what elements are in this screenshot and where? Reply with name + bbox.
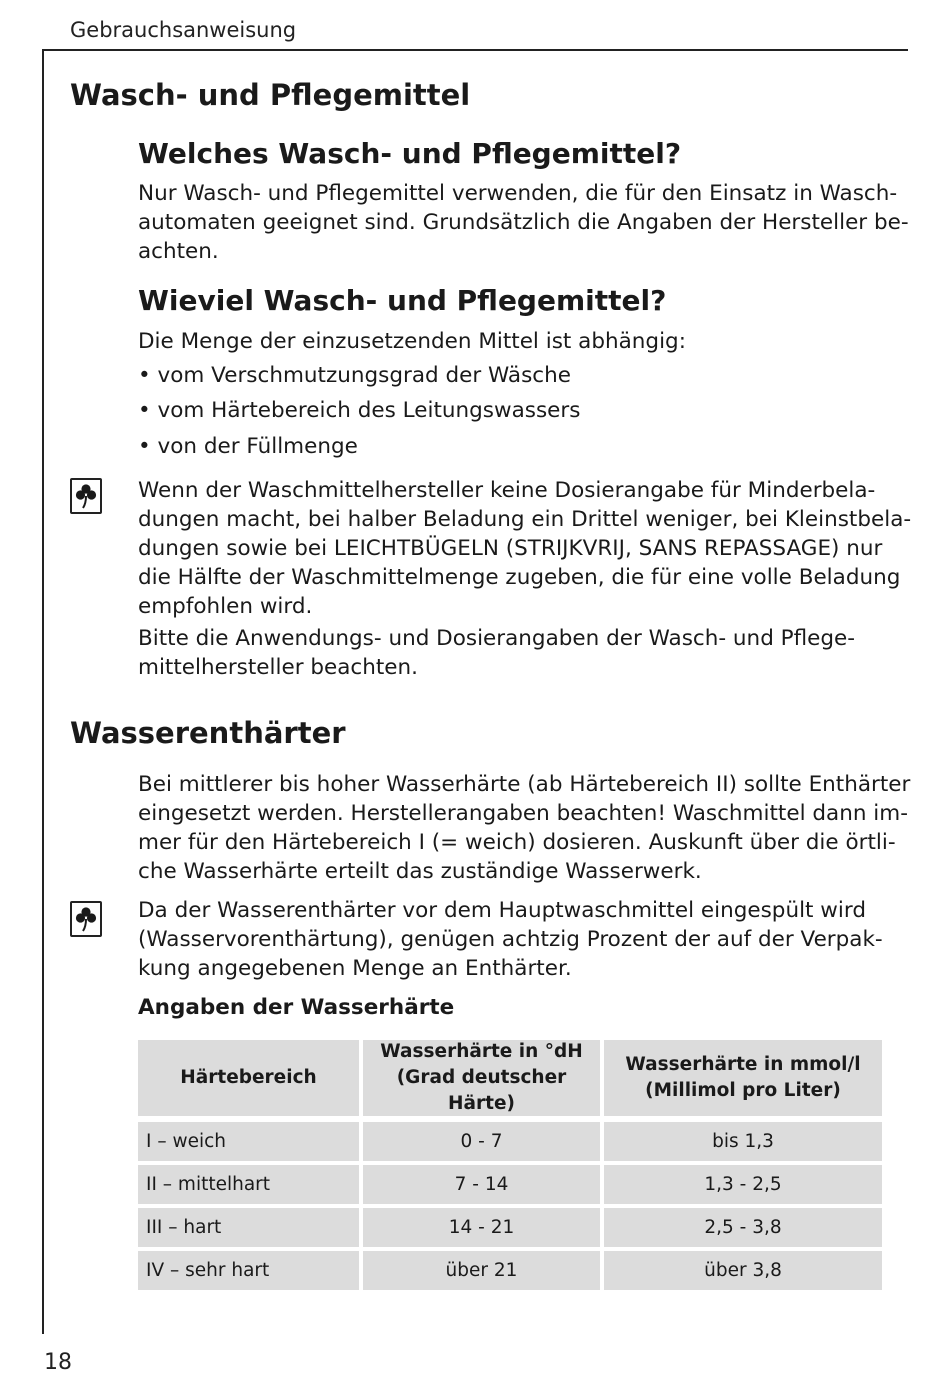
list-item: • vom Härtebereich des Leitungswassers xyxy=(138,398,581,423)
table-cell: IV – sehr hart xyxy=(138,1251,359,1290)
table-cell: II – mittelhart xyxy=(138,1165,359,1204)
paragraph-manufacturer-notes xyxy=(138,624,888,682)
table-cell: über 21 xyxy=(363,1251,600,1290)
list-item-text: vom Härtebereich des Leitungswassers xyxy=(157,398,581,423)
clover-leaf-icon xyxy=(70,478,102,514)
header-line: (Millimol pro Liter) xyxy=(645,1080,841,1101)
text-line: mer für den Härtebereich I (= weich) dosieren. Auskunft über die örtli- xyxy=(138,830,896,855)
table-row xyxy=(138,1251,882,1290)
page-number: 18 xyxy=(44,1350,72,1375)
header-text: Härtebereich xyxy=(180,1067,317,1088)
table-header-row xyxy=(138,1040,882,1116)
section-title-water-softener: Wasserenthärter xyxy=(70,716,346,750)
table-cell: I – weich xyxy=(138,1122,359,1161)
table-cell: 7 - 14 xyxy=(363,1165,600,1204)
heading-which-detergent: Welches Wasch- und Pflegemittel? xyxy=(138,137,682,170)
margin-rule xyxy=(42,49,44,1334)
text-line: (Wasservorenthärtung), genügen achtzig Prozent der auf der Verpak- xyxy=(138,927,883,952)
table-header-cell xyxy=(138,1040,359,1116)
table-header-cell xyxy=(363,1040,600,1116)
header-line: Wasserhärte in mmol/l xyxy=(625,1054,861,1075)
list-item: • von der Füllmenge xyxy=(138,434,358,459)
text-line: dungen sowie bei LEICHTBÜGELN (STRIJKVRIJ, SANS REPASSAGE) nur xyxy=(138,536,883,561)
text-line: automaten geeignet sind. Grundsätzlich die Angaben der Hersteller be- xyxy=(138,210,909,235)
text-line: che Wasserhärte erteilt das zuständige Wasserwerk. xyxy=(138,859,702,884)
section-title-detergents: Wasch- und Pflegemittel xyxy=(70,78,471,112)
list-item-text: von der Füllmenge xyxy=(157,434,358,459)
running-header: Gebrauchsanweisung xyxy=(70,18,297,42)
table-title: Angaben der Wasserhärte xyxy=(138,995,455,1020)
list-item: • vom Verschmutzungsgrad der Wäsche xyxy=(138,363,571,388)
text-line: die Hälfte der Waschmittelmenge zugeben, die für eine volle Beladung xyxy=(138,565,901,590)
text-line: dungen macht, bei halber Beladung ein Drittel weniger, bei Kleinstbela- xyxy=(138,507,912,532)
text-line: Bei mittlerer bis hoher Wasserhärte (ab Härtebereich II) sollte Enthärter xyxy=(138,772,911,797)
header-line: Wasserhärte in °dH xyxy=(380,1041,583,1062)
table-cell: 1,3 - 2,5 xyxy=(604,1165,882,1204)
list-item-text: vom Verschmutzungsgrad der Wäsche xyxy=(157,363,571,388)
text-line: Wenn der Waschmittelhersteller keine Dosierangabe für Minderbela- xyxy=(138,478,876,503)
table-cell: III – hart xyxy=(138,1208,359,1247)
table-cell: 14 - 21 xyxy=(363,1208,600,1247)
table-cell: 0 - 7 xyxy=(363,1122,600,1161)
table-cell: über 3,8 xyxy=(604,1251,882,1290)
header-text xyxy=(363,1039,600,1117)
table-cell: 2,5 - 3,8 xyxy=(604,1208,882,1247)
header-rule xyxy=(42,49,908,51)
table-cell: bis 1,3 xyxy=(604,1122,882,1161)
table-header-cell xyxy=(604,1040,882,1116)
heading-how-much-detergent: Wieviel Wasch- und Pflegemittel? xyxy=(138,284,667,317)
text-line: achten. xyxy=(138,239,219,264)
paragraph-water-hardness xyxy=(138,770,911,886)
clover-leaf-svg xyxy=(74,905,98,933)
text-line: kung angegebenen Menge an Enthärter. xyxy=(138,956,572,981)
clover-leaf-icon xyxy=(70,901,102,937)
text-line: empfohlen wird. xyxy=(138,594,313,619)
note-paragraph-softener xyxy=(138,896,888,983)
text-line: Nur Wasch- und Pflegemittel verwenden, die für den Einsatz in Wasch- xyxy=(138,181,898,206)
header-text xyxy=(625,1052,860,1104)
text-line: eingesetzt werden. Herstellerangaben beachten! Waschmittel dann im- xyxy=(138,801,908,826)
clover-leaf-svg xyxy=(74,482,98,510)
paragraph-which-detergent xyxy=(138,179,909,266)
note-paragraph-dosage xyxy=(138,476,912,621)
paragraph-amount-intro: Die Menge der einzusetzenden Mittel ist abhängig: xyxy=(138,329,686,354)
text-line: Da der Wasserenthärter vor dem Hauptwaschmittel eingespült wird xyxy=(138,898,866,923)
table-row xyxy=(138,1208,882,1247)
table-row xyxy=(138,1122,882,1161)
text-line: mittelhersteller beachten. xyxy=(138,655,418,680)
table-row xyxy=(138,1165,882,1204)
text-line: Bitte die Anwendungs- und Dosierangaben der Wasch- und Pflege- xyxy=(138,626,856,651)
header-line: (Grad deutscher Härte) xyxy=(396,1067,567,1114)
